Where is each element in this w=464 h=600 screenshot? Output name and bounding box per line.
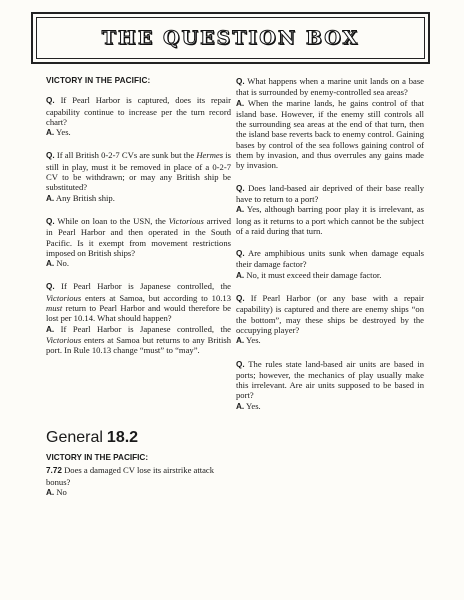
question-text: If Pearl Harbor is captured, does its repair capability continue to increase per the turn record chart? [46,95,231,127]
left-column [46,76,231,368]
general-answer-text: No [56,486,67,497]
qa-item [236,183,424,236]
a-label: A. [236,205,245,215]
answer [236,270,424,281]
question-ship-name: Hermes [196,150,224,161]
answer-text: When the marine lands, he gains control of that island base. However, if the enemy still controls all the surrounding sea areas at the end of that turn, then the island base reverts back to enemy control. Gaining bases by control of the sea follows gaining control of them by invasion, and thus overrules any gains made by invasion. [236,97,424,171]
general-section-heading: VICTORY IN THE PACIFIC: [46,453,149,462]
question [236,293,424,335]
a-label: A. [46,193,55,203]
question [236,183,424,205]
answer-text: Yes. [246,335,261,346]
q-label: Q. [46,96,55,106]
answer [236,335,424,346]
question [236,359,424,401]
qa-item [46,281,231,355]
answer [236,98,424,171]
answer-text: Yes, although barring poor play it is irrelevant, as long as it returns to a port which cannot be the subject of a raid during that turn. [236,204,424,236]
answer [46,258,231,269]
question-ship-name: Victorious [46,292,82,303]
question [46,216,231,258]
question-text-cont: is still in play, must it be removed in place of a 0-2-7 CV to be withdrawn; or may any British ship be substituted? [46,150,231,193]
answer-text: If Pearl Harbor is Japanese controlled, the [60,323,231,334]
question [46,150,231,192]
qa-item [46,150,231,203]
answer-ship-name: Victorious [46,334,82,345]
a-label: A. [236,336,245,346]
a-label: A. [236,270,245,280]
question [46,281,231,323]
general-question-text: Does a damaged CV lose its airstrike attack bonus? [46,465,215,487]
q-label: Q. [46,216,55,226]
answer [236,401,424,412]
question-text: What happens when a marine unit lands on a base that is surrounded by enemy-controlled sea areas? [236,76,424,98]
q-label: Q. [46,151,55,161]
answer-text: Yes. [56,127,71,138]
question-ship-name: Victorious [168,215,204,226]
question-text-cont: enters at Samoa, but according to 10.13 [81,292,231,303]
a-label: A. [236,98,245,108]
a-label: A. [46,324,55,334]
section-heading: VICTORY IN THE PACIFIC: [46,76,151,85]
qa-item [236,293,424,346]
general-heading [46,429,231,447]
answer-text: No. [56,258,69,269]
q-label: Q. [236,77,245,86]
general-question [46,465,231,487]
a-label: A. [236,401,245,411]
question-text: If Pearl Harbor (or any base with a repair capability) is captured and there are enemy ships “on the bottom”, may these ships be destroyed by the occupying player? [236,293,424,335]
answer-text: Yes. [246,400,261,411]
title-box [31,12,430,64]
answer-text: Any British ship. [55,192,115,203]
qa-item [236,76,424,171]
right-column [236,76,424,424]
rule-number: 7.72 [46,466,62,476]
general-body [46,453,231,498]
answer-text: No, it must exceed their damage factor. [246,269,382,280]
question-text-end: return to Pearl Harbor and would therefore be lost per 10.14. What should happen? [46,303,231,324]
question-text: Are amphibious units sunk when damage equals their damage factor? [236,248,424,270]
answer [236,204,424,236]
general-issue: 18.2 [106,429,139,446]
q-label: Q. [236,359,245,369]
question-text: If Pearl Harbor is Japanese controlled, the [61,281,232,292]
answer [46,127,231,138]
question-text: While on loan to the USN, the [57,215,169,226]
general-name: General [46,429,103,446]
answer [46,324,231,356]
a-label: A. [46,128,55,138]
question [46,95,231,127]
answer [46,193,231,204]
question-text: If all British 0-2-7 CVs are sunk but the [56,150,197,161]
qa-item [236,359,424,412]
q-label: Q. [236,249,245,259]
question-text: The rules state land-based air units are based in ports; however, the mechanics of play usually make this irrelevant. Are air units supposed to be based in port? [236,358,424,401]
question-emphasis: must [46,303,63,314]
general-section [46,429,231,498]
a-label: A. [46,487,55,497]
page-title: THE QUESTION BOX [101,27,360,49]
question-text: Does land-based air deprived of their base really have to return to a port? [236,182,424,204]
answer-text-cont: enters at Samoa but returns to any British port. In Rule 10.13 change “must” to “may”. [46,334,231,356]
a-label: A. [46,259,55,269]
question [236,76,424,98]
qa-item [236,248,424,281]
qa-item [46,216,231,269]
qa-item [46,95,231,138]
question-text-cont: arrived in Pearl Harbor and then operated in the South Pacific. Is it exempt from movement restrictions imposed on British ships? [46,215,232,258]
q-label: Q. [46,282,55,292]
q-label: Q. [236,183,245,193]
question [236,248,424,270]
q-label: Q. [236,294,245,304]
general-answer [46,487,231,498]
